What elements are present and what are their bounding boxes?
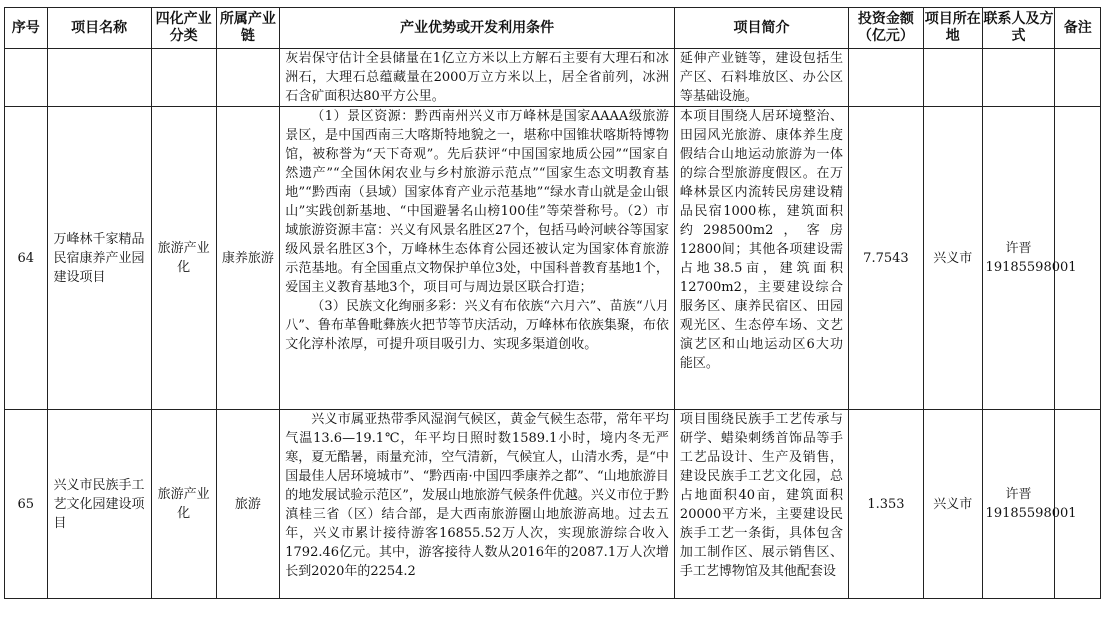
- header-contact: 联系人及方式: [982, 8, 1055, 49]
- cell-investment: 1.353: [848, 410, 923, 599]
- cell-location: [923, 49, 982, 107]
- cell-remark: [1055, 49, 1101, 107]
- cell-contact: [982, 49, 1055, 107]
- cell-chain: 康养旅游: [216, 107, 280, 410]
- table-row: [5, 107, 1101, 410]
- advantages-paragraph-2: （3）民族文化绚丽多彩：兴义有布依族“六月六”、苗族“八月八”、鲁布革鲁毗彝族火把节等节庆活动，万峰林布依族集聚，布依文化淳朴浓厚，可提升项目吸引力、实现多渠道创收。: [285, 299, 669, 352]
- cell-no: [5, 49, 48, 107]
- header-no: 序号: [5, 8, 48, 49]
- header-name: 项目名称: [47, 8, 151, 49]
- cell-no: 64: [5, 107, 48, 410]
- cell-chain: 旅游: [216, 410, 280, 599]
- cell-category: [151, 49, 216, 107]
- cell-name: 兴义市民族手工艺文化园建设项目: [47, 410, 151, 599]
- cell-location: 兴义市: [923, 107, 982, 410]
- advantages-paragraph-1: （1）景区资源：黔西南州兴义市万峰林是国家AAAA级旅游景区，是中国西南三大喀斯特地貌之一，堪称中国锥状喀斯特博物馆，被称誉为“天下奇观”。先后获评“中国国家地质公园”“国家自然遗产”“全国休闲农业与乡村旅游示范点”“国家生态文明教育基地”“黔西南（县域）国家体育产业示范基地”“绿水青山就是金山银山”实践创新基地、“中国避暑名山榜100佳”等荣誉称号。（2）市域旅游资源丰富：兴义有风景名胜区27个，包括马岭河峡谷等国家级风景名胜区3个，万峰林生态体育公园还被认定为国家体育旅游示范基地。有全国重点文物保护单位3处，中国科普教育基地1个，爱国主义教育基地3个，项目可与周边景区联合打造；: [285, 109, 669, 295]
- cell-name: 万峰林千家精品民宿康养产业园建设项目: [47, 107, 151, 410]
- cell-category: 旅游产业化: [151, 107, 216, 410]
- header-row: [5, 8, 1101, 49]
- table-row: [5, 410, 1101, 599]
- header-remark: 备注: [1055, 8, 1101, 49]
- cell-remark: [1055, 410, 1101, 599]
- cell-investment: 7.7543: [848, 107, 923, 410]
- cell-category: 旅游产业化: [151, 410, 216, 599]
- cell-advantages: 兴义市属亚热带季风湿润气候区，黄金气候生态带，常年平均气温13.6—19.1℃，年平均日照时数1589.1小时，境内冬无严寒，夏无酷暑，雨量充沛，空气清新，气候宜人，山清水秀，是“中国最佳人居环境城市”、“黔西南·中国四季康养之都”、“山地旅游目的地发展试验示范区”，发展山地旅游气候条件优越。兴义市位于黔滇桂三省（区）结合部，是大西南旅游圈山地旅游高地。过去五年，兴义市累计接待游客16855.52万人次，实现旅游综合收入1792.46亿元。其中，游客接待人数从2016年的2087.1万人次增长到2020年的2254.2: [280, 410, 675, 599]
- cell-advantages: [280, 107, 675, 410]
- header-category: 四化产业分类: [151, 8, 216, 49]
- cell-no: 65: [5, 410, 48, 599]
- cell-remark: [1055, 107, 1101, 410]
- cell-location: 兴义市: [923, 410, 982, 599]
- table-row: [5, 49, 1101, 107]
- cell-contact: 许晋19185598001: [982, 410, 1055, 599]
- cell-chain: [216, 49, 280, 107]
- header-location: 项目所在地: [923, 8, 982, 49]
- cell-investment: [848, 49, 923, 107]
- project-table: [4, 7, 1101, 599]
- cell-intro: 本项目围绕人居环境整治、田园风光旅游、康体养生度假结合山地运动旅游为一体的综合型旅游度假区。在万峰林景区内流转民房建设精品民宿1000栋，建筑面积约298500m2，客房12800间；其他各项建设需占地38.5亩，建筑面积12700m2，主要建设综合服务区、康养民宿区、田园观光区、生态停车场、文艺演艺区和山地运动区6大功能区。: [674, 107, 848, 410]
- cell-intro: 项目围绕民族手工艺传承与研学、蜡染刺绣首饰品等手工艺品设计、生产及销售，建设民族手工艺文化园，总占地面积40亩，建筑面积20000平方米，主要建设民族手工艺一条街，具体包含加工制作区、展示销售区、手工艺博物馆及其他配套设: [674, 410, 848, 599]
- cell-name: [47, 49, 151, 107]
- header-advantages: 产业优势或开发利用条件: [280, 8, 675, 49]
- header-intro: 项目简介: [674, 8, 848, 49]
- cell-advantages: 灰岩保守估计全县储量在1亿立方米以上方解石主要有大理石和冰洲石，大理石总蕴藏量在2000万立方米以上，居全省前列，冰洲石含矿面积达80平方公里。: [280, 49, 675, 107]
- cell-contact: 许晋19185598001: [982, 107, 1055, 410]
- cell-intro: 延伸产业链等，建设包括生产区、石料堆放区、办公区等基础设施。: [674, 49, 848, 107]
- header-investment: 投资金额（亿元）: [848, 8, 923, 49]
- header-chain: 所属产业链: [216, 8, 280, 49]
